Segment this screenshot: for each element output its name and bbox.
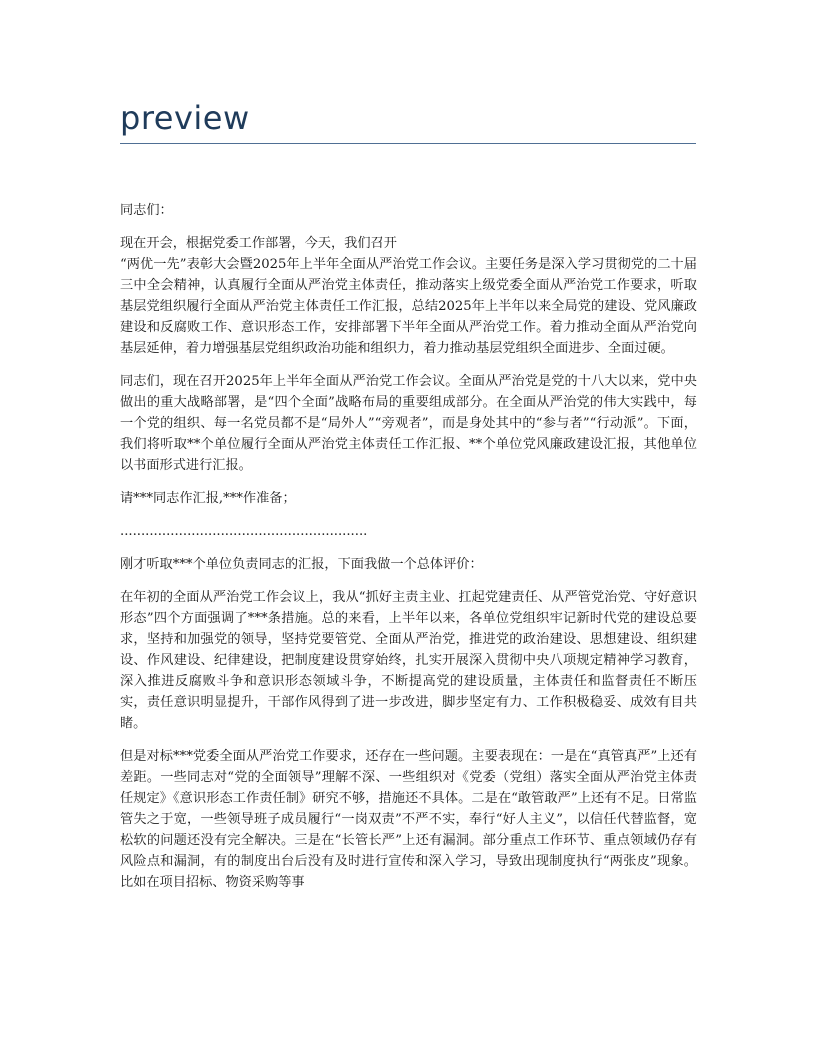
paragraph: 现在开会，根据党委工作部署，今天，我们召开 [120, 236, 397, 251]
dotted-separator: ........................................................... [120, 524, 368, 539]
salutation: 同志们： [120, 203, 173, 218]
title-divider [120, 143, 696, 144]
paragraph: “两优一先”表彰大会暨2025年上半年全面从严治党工作会议。主要任务是深入学习贯彻党的二十届三中全会精神，认真履行全面从严治党主体责任，推动落实上级党委全面从严治党工作要求，听取基层党组织履行全面从严治党主体责任工作汇报，总结2025年上半年以来全局党的建设、党风廉政建设和反腐败工作、意识形态工作，安排部署下半年全面从严治党工作。着力推动全面从严治党向基层延伸，着力增强基层党组织政治功能和组织力，着力推动基层党组织全面进步、全面过硬。 [120, 257, 697, 356]
paragraph: 同志们，现在召开2025年上半年全面从严治党工作会议。全面从严治党是党的十八大以来，党中央做出的重大战略部署，是“四个全面”战略布局的重要组成部分。在全面从严治党的伟大实践中，每一个党的组织、每一名党员都不是“局外人”“旁观者”，而是身处其中的“参与者”“行动派”。下面，我们将听取**个单位履行全面从严治党主体责任工作汇报、**个单位党风廉政建设汇报，其他单位以书面形式进行汇报。 [120, 374, 697, 473]
paragraph: 但是对标***党委全面从严治党工作要求，还存在一些问题。主要表现在：一是在“真管真严”上还有差距。一些同志对“党的全面领导”理解不深、一些组织对《党委（党组）落实全面从严治党主体责任规定》《意识形态工作责任制》研究不够，措施还不具体。二是在“敢管敢严”上还有不足。日常监管失之于宽，一些领导班子成员履行“一岗双责”不严不实，奉行“好人主义”，以信任代替监督，宽松软的问题还没有完全解决。三是在“长管长严”上还有漏洞。部分重点工作环节、重点领域仍存有风险点和漏洞，有的制度出台后没有及时进行宣传和深入学习，导致出现制度执行“两张皮”现象。比如在项目招标、物资采购等事 [120, 749, 697, 890]
page-title: preview [120, 99, 250, 137]
paragraph: 刚才听取***个单位负责同志的汇报，下面我做一个总体评价： [120, 557, 483, 572]
paragraph: 在年初的全面从严治党工作会议上，我从“抓好主责主业、扛起党建责任、从严管党治党、守好意识形态”四个方面强调了***条措施。总的来看，上半年以来，各单位党组织牢记新时代党的建设总要求，坚持和加强党的领导，坚持党要管党、全面从严治党，推进党的政治建设、思想建设、组织建设、作风建设、纪律建设，把制度建设贯穿始终，扎实开展深入贯彻中央八项规定精神学习教育，深入推进反腐败斗争和意识形态领域斗争，不断提高党的建设质量，主体责任和监督责任不断压实，责任意识明显提升，干部作风得到了进一步改进，脚步坚定有力、工作积极稳妥、成效有目共睹。 [120, 590, 697, 731]
document-body [120, 200, 697, 905]
paragraph: 请***同志作汇报,***作准备； [120, 491, 296, 506]
